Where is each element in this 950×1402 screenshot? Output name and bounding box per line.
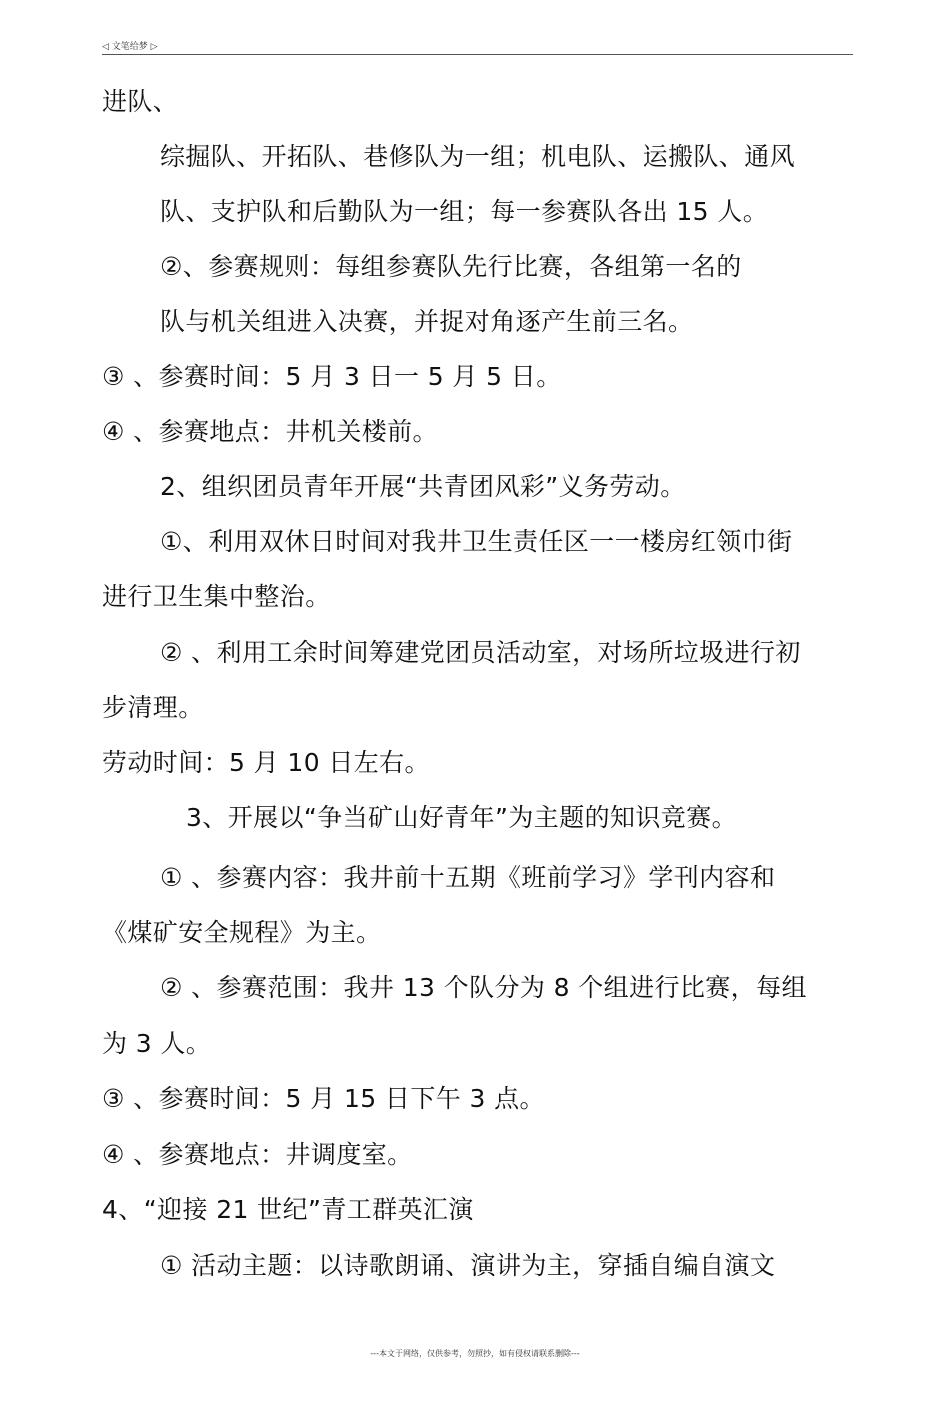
text-line: 《煤矿安全规程》为主。 <box>102 918 382 947</box>
text-line: 为 3 人。 <box>102 1029 212 1058</box>
text-line: 步清理。 <box>102 693 204 722</box>
text-line: ②、参赛规则：每组参赛队先行比赛，各组第一名的 <box>160 252 742 281</box>
text-line: ② 、参赛范围：我井 13 个队分为 8 个组进行比赛，每组 <box>160 973 807 1002</box>
text-line: 2、组织团员青年开展“共青团风彩”义务劳动。 <box>160 472 686 501</box>
text-line: ④ 、参赛地点：井机关楼前。 <box>102 417 438 446</box>
text-line: 进行卫生集中整治。 <box>102 582 331 611</box>
text-line: 4、“迎接 21 世纪”青工群英汇演 <box>102 1195 474 1224</box>
text-line: 综掘队、开拓队、巷修队为一组；机电队、运搬队、通风 <box>160 142 796 171</box>
text-line: 队与机关组进入决赛，并捉对角逐产生前三名。 <box>160 307 694 336</box>
text-line: 劳动时间：5 月 10 日左右。 <box>102 748 430 777</box>
text-line: ④ 、参赛地点：井调度室。 <box>102 1140 413 1169</box>
text-line: ① 、参赛内容：我井前十五期《班前学习》学刊内容和 <box>160 863 776 892</box>
page-header <box>102 38 853 55</box>
text-line: 进队、 <box>102 87 179 116</box>
text-line: ① 活动主题：以诗歌朗诵、演讲为主，穿插自编自演文 <box>160 1251 776 1280</box>
text-line: 队、支护队和后勤队为一组；每一参赛队各出 15 人。 <box>160 197 769 226</box>
text-line: ② 、利用工余时间筹建党团员活动室，对场所垃圾进行初 <box>160 638 801 667</box>
header-logo-text: ◁ 文笔给梦 ▷ <box>102 42 158 52</box>
text-line: ①、利用双休日时间对我井卫生责任区一一楼房红领巾街 <box>160 527 793 556</box>
text-line: ③ 、参赛时间：5 月 15 日下午 3 点。 <box>102 1084 545 1113</box>
text-line: 3、开展以“争当矿山好青年”为主题的知识竞赛。 <box>186 803 738 832</box>
page-footer-disclaimer: ---本文于网络，仅供参考，勿照抄，如有侵权请联系删除--- <box>370 1349 580 1358</box>
text-line: ③ 、参赛时间：5 月 3 日一 5 月 5 日。 <box>102 362 562 391</box>
